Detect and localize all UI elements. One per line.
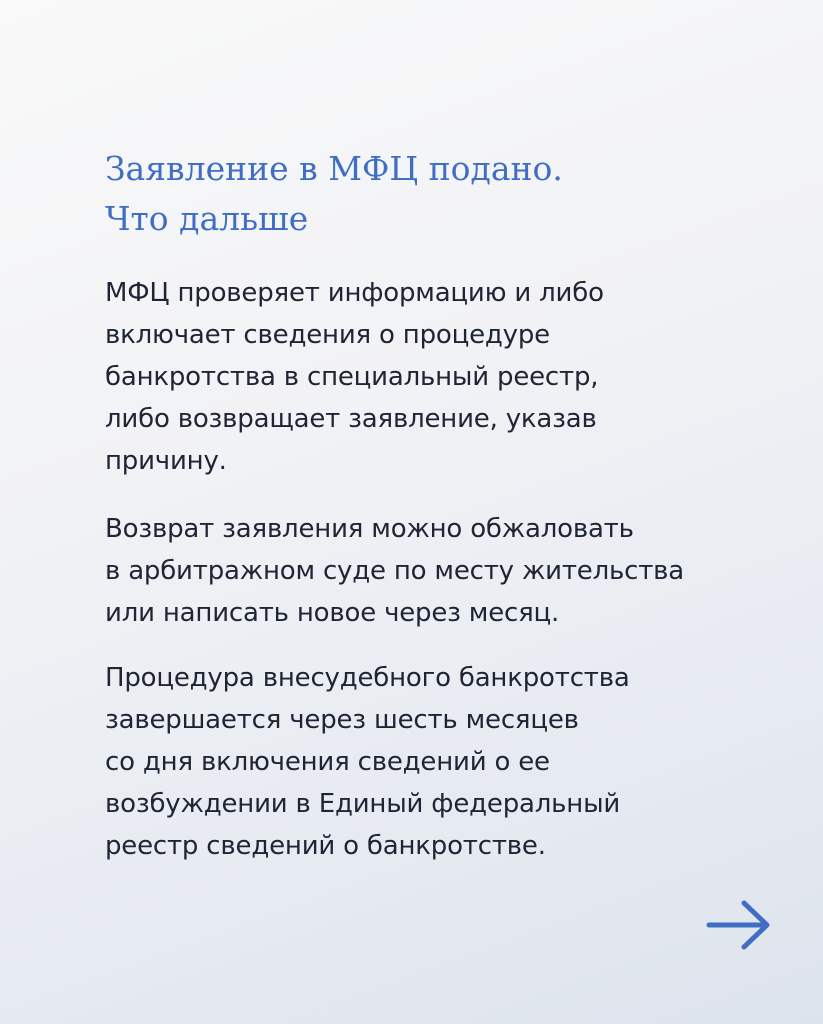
paragraph-line: причину. [105,446,227,476]
paragraph-review [105,272,805,482]
paragraph-completion [105,657,805,867]
paragraph-line: реестр сведений о банкротстве. [105,831,546,861]
paragraph-line: в арбитражном суде по месту жительства [105,556,685,586]
paragraph-line: завершается через шесть месяцев [105,705,579,735]
paragraph-line: или написать новое через месяц. [105,598,560,628]
paragraph-appeal [105,508,805,634]
paragraph-line: банкротства в специальный реестр, [105,362,599,392]
paragraph-line: возбуждении в Единый федеральный [105,789,621,819]
slide-title [105,144,785,244]
title-line: Заявление в МФЦ подано. [105,149,563,188]
title-line: Что дальше [105,199,309,238]
paragraph-line: Процедура внесудебного банкротства [105,663,630,693]
paragraph-line: со дня включения сведений о ее [105,747,550,777]
paragraph-line: МФЦ проверяет информацию и либо [105,278,604,308]
paragraph-line: включает сведения о процедуре [105,320,550,350]
paragraph-line: Возврат заявления можно обжаловать [105,514,634,544]
arrow-right-icon [706,898,772,952]
next-button[interactable] [706,898,772,952]
paragraph-line: либо возвращает заявление, указав [105,404,597,434]
